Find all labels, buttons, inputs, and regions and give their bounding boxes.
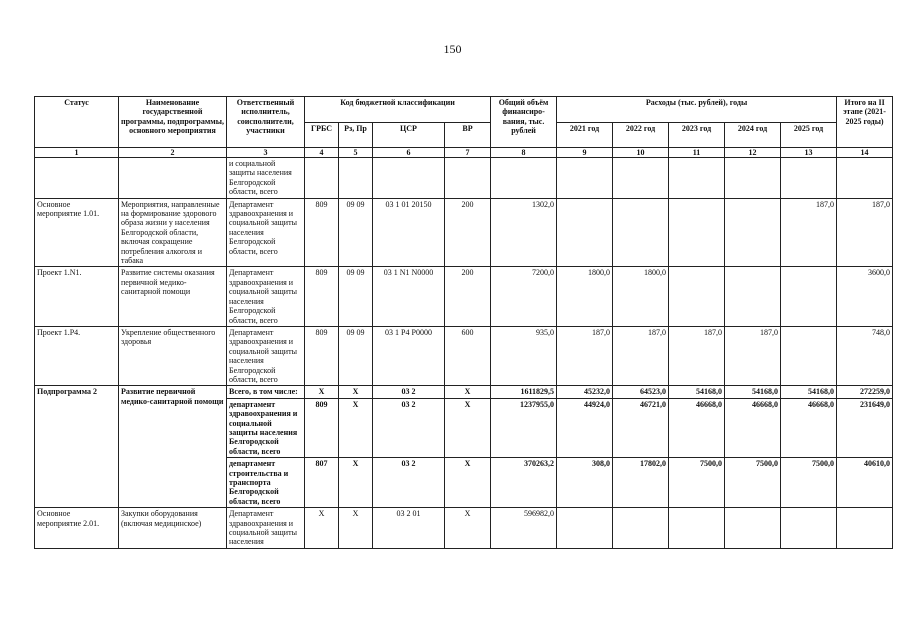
column-index: 8 [491, 148, 557, 158]
cell-name: Развитие первичной медико-санитарной помощи [119, 386, 227, 508]
header-vr: ВР [445, 122, 491, 148]
column-index: 11 [669, 148, 725, 158]
cell-2021: 44924,0 [557, 398, 613, 457]
cell-rzpr: Х [339, 398, 373, 457]
header-responsible: Ответственный исполнитель, соисполнители, участники [227, 97, 305, 148]
header-grbs: ГРБС [305, 122, 339, 148]
page-number: 150 [443, 42, 462, 56]
column-index: 12 [725, 148, 781, 158]
cell-vr: Х [445, 508, 491, 549]
cell-grbs: 809 [305, 398, 339, 457]
header-total-volume: Общий объём финансиро-вания, тыс. рублей [491, 97, 557, 148]
cell-responsible: Департамент здравоохранения и социальной защиты населения Белгородской области, всего [227, 198, 305, 267]
cell-name: Развитие системы оказания первичной медико-санитарной помощи [119, 267, 227, 326]
column-index: 2 [119, 148, 227, 158]
cell-2023: 46668,0 [669, 398, 725, 457]
cell-csr: 03 2 [373, 386, 445, 398]
cell-2025 [781, 267, 837, 326]
header-y2021: 2021 год [557, 122, 613, 148]
cell-2022: 17802,0 [613, 458, 669, 508]
column-index-row [35, 148, 893, 158]
column-index: 9 [557, 148, 613, 158]
cell-2021 [557, 158, 613, 199]
cell-2025: 7500,0 [781, 458, 837, 508]
cell-2024 [725, 508, 781, 549]
cell-vr: 200 [445, 198, 491, 267]
header-row-1 [35, 97, 893, 123]
cell-csr: 03 1 P4 P0000 [373, 326, 445, 385]
header-expenses: Расходы (тыс. рублей), годы [557, 97, 837, 123]
column-index: 5 [339, 148, 373, 158]
cell-total: 1611829,5 [491, 386, 557, 398]
cell-grbs: 809 [305, 198, 339, 267]
cell-2022: 46721,0 [613, 398, 669, 457]
cell-2025: 187,0 [781, 198, 837, 267]
cell-csr: 03 1 N1 N0000 [373, 267, 445, 326]
cell-responsible: Департамент здравоохранения и социальной защиты населения Белгородской области, всего [227, 326, 305, 385]
cell-stage2 [837, 508, 893, 549]
table-row [35, 326, 893, 385]
cell-stage2: 187,0 [837, 198, 893, 267]
cell-2022 [613, 508, 669, 549]
cell-name: Закупки оборудования (включая медицинское) [119, 508, 227, 549]
cell-total [491, 158, 557, 199]
cell-2023 [669, 158, 725, 199]
column-index: 10 [613, 148, 669, 158]
cell-status: Основное мероприятие 2.01. [35, 508, 119, 549]
cell-csr: 03 2 01 [373, 508, 445, 549]
cell-total: 7200,0 [491, 267, 557, 326]
cell-rzpr: Х [339, 458, 373, 508]
cell-stage2: 231649,0 [837, 398, 893, 457]
cell-2025 [781, 158, 837, 199]
cell-2024: 46668,0 [725, 398, 781, 457]
cell-2021: 45232,0 [557, 386, 613, 398]
table-row [35, 267, 893, 326]
cell-rzpr [339, 158, 373, 199]
cell-2022: 64523,0 [613, 386, 669, 398]
cell-total: 1237955,0 [491, 398, 557, 457]
cell-rzpr: Х [339, 508, 373, 549]
cell-2021: 1800,0 [557, 267, 613, 326]
cell-total: 1302,0 [491, 198, 557, 267]
cell-responsible: и социальной защиты населения Белгородской области, всего [227, 158, 305, 199]
cell-responsible: департамент строительства и транспорта Белгородской области, всего [227, 458, 305, 508]
cell-stage2: 3600,0 [837, 267, 893, 326]
cell-csr [373, 158, 445, 199]
cell-responsible: департамент здравоохранения и социальной защиты населения Белгородской области, всего [227, 398, 305, 457]
cell-responsible: Департамент здравоохранения и социальной защиты населения [227, 508, 305, 549]
header-y2024: 2024 год [725, 122, 781, 148]
cell-name: Мероприятия, направленные на формирование здорового образа жизни у населения Белгородской области, включая сокращение потребления алкоголя и табака [119, 198, 227, 267]
cell-name [119, 158, 227, 199]
column-index: 14 [837, 148, 893, 158]
cell-2021: 308,0 [557, 458, 613, 508]
header-status: Статус [35, 97, 119, 148]
cell-status: Подпрограмма 2 [35, 386, 119, 508]
header-y2025: 2025 год [781, 122, 837, 148]
cell-2022: 187,0 [613, 326, 669, 385]
cell-rzpr: 09 09 [339, 326, 373, 385]
cell-2025: 46668,0 [781, 398, 837, 457]
cell-2021 [557, 198, 613, 267]
cell-vr: Х [445, 386, 491, 398]
cell-2023: 7500,0 [669, 458, 725, 508]
cell-vr: Х [445, 458, 491, 508]
cell-csr: 03 1 01 20150 [373, 198, 445, 267]
cell-rzpr: 09 09 [339, 267, 373, 326]
cell-total: 370263,2 [491, 458, 557, 508]
cell-2024: 54168,0 [725, 386, 781, 398]
cell-2024 [725, 267, 781, 326]
column-index: 6 [373, 148, 445, 158]
cell-total: 596982,0 [491, 508, 557, 549]
cell-status [35, 158, 119, 199]
cell-grbs: Х [305, 508, 339, 549]
cell-grbs: 807 [305, 458, 339, 508]
cell-2021 [557, 508, 613, 549]
header-budget-code: Код бюджетной классификации [305, 97, 491, 123]
cell-2021: 187,0 [557, 326, 613, 385]
budget-table [34, 96, 893, 549]
cell-2025 [781, 508, 837, 549]
column-index: 4 [305, 148, 339, 158]
cell-name: Укрепление общественного здоровья [119, 326, 227, 385]
cell-stage2: 748,0 [837, 326, 893, 385]
table-row [35, 158, 893, 199]
cell-responsible: Департамент здравоохранения и социальной защиты населения Белгородской области, всего [227, 267, 305, 326]
cell-grbs: Х [305, 386, 339, 398]
cell-grbs: 809 [305, 267, 339, 326]
table-row [35, 508, 893, 549]
cell-status: Проект 1.P4. [35, 326, 119, 385]
cell-csr: 03 2 [373, 458, 445, 508]
header-total-stage2: Итого на II этапе (2021-2025 годы) [837, 97, 893, 148]
cell-vr: 200 [445, 267, 491, 326]
cell-rzpr: 09 09 [339, 198, 373, 267]
cell-2023 [669, 508, 725, 549]
cell-stage2: 272259,0 [837, 386, 893, 398]
cell-vr: Х [445, 398, 491, 457]
cell-grbs [305, 158, 339, 199]
cell-status: Проект 1.N1. [35, 267, 119, 326]
column-index: 1 [35, 148, 119, 158]
cell-csr: 03 2 [373, 398, 445, 457]
table-row [35, 386, 893, 398]
cell-2022: 1800,0 [613, 267, 669, 326]
column-index: 7 [445, 148, 491, 158]
cell-total: 935,0 [491, 326, 557, 385]
cell-status: Основное мероприятие 1.01. [35, 198, 119, 267]
cell-vr [445, 158, 491, 199]
cell-2025: 54168,0 [781, 386, 837, 398]
cell-2024: 7500,0 [725, 458, 781, 508]
header-y2022: 2022 год [613, 122, 669, 148]
column-index: 13 [781, 148, 837, 158]
cell-responsible: Всего, в том числе: [227, 386, 305, 398]
header-y2023: 2023 год [669, 122, 725, 148]
cell-2022 [613, 198, 669, 267]
cell-2023 [669, 198, 725, 267]
header-rzpr: Рз, Пр [339, 122, 373, 148]
cell-rzpr: Х [339, 386, 373, 398]
cell-2024: 187,0 [725, 326, 781, 385]
cell-stage2: 40610,0 [837, 458, 893, 508]
cell-2023: 187,0 [669, 326, 725, 385]
cell-2024 [725, 198, 781, 267]
cell-2023: 54168,0 [669, 386, 725, 398]
header-name: Наименование государственной программы, подпрограммы, основного мероприятия [119, 97, 227, 148]
cell-grbs: 809 [305, 326, 339, 385]
cell-vr: 600 [445, 326, 491, 385]
cell-2025 [781, 326, 837, 385]
table-row [35, 198, 893, 267]
cell-2024 [725, 158, 781, 199]
cell-2022 [613, 158, 669, 199]
header-csr: ЦСР [373, 122, 445, 148]
column-index: 3 [227, 148, 305, 158]
cell-stage2 [837, 158, 893, 199]
cell-2023 [669, 267, 725, 326]
